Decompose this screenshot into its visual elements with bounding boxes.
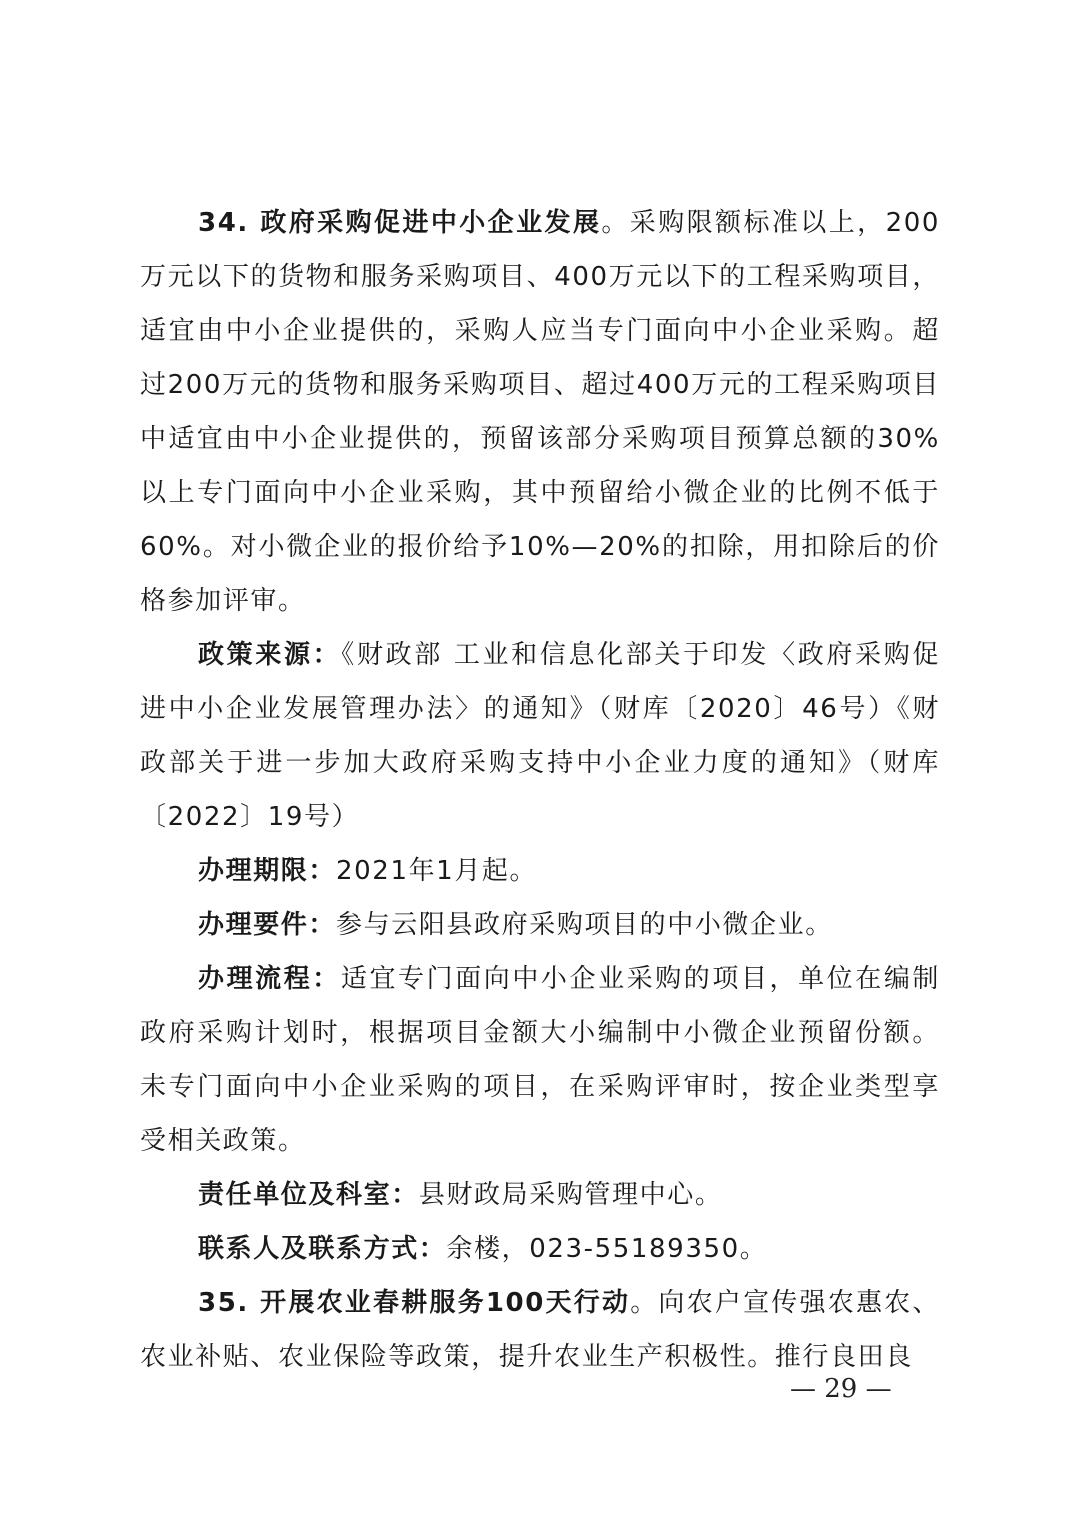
requirements-paragraph: [140, 898, 940, 952]
policy-source-paragraph: [140, 628, 940, 844]
item-35-heading: 35. 开展农业春耕服务100天行动: [198, 1288, 631, 1318]
document-body: [140, 196, 940, 1384]
process-paragraph: [140, 952, 940, 1168]
time-limit-label: 办理期限：: [198, 856, 337, 886]
item-34-heading: 34. 政府采购促进中小企业发展: [198, 208, 602, 238]
process-text: 适宜专门面向中小企业采购的项目，单位在编制政府采购计划时，根据项目金额大小编制中小微企业预留份额。未专门面向中小企业采购的项目，在采购评审时，按企业类型享受相关政策。: [140, 964, 940, 1156]
requirements-label: 办理要件：: [198, 910, 337, 940]
process-label: 办理流程：: [198, 964, 341, 994]
item-34-paragraph: [140, 196, 940, 628]
requirements-text: 参与云阳县政府采购项目的中小微企业。: [336, 910, 833, 940]
item-35-paragraph: [140, 1276, 940, 1384]
responsible-unit-label: 责任单位及科室：: [198, 1180, 419, 1210]
policy-source-text: 《财政部 工业和信息化部关于印发〈政府采购促进中小企业发展管理办法〉的通知》（财库〔2020〕46号）《财政部关于进一步加大政府采购支持中小企业力度的通知》（财库〔2022〕19号）: [140, 640, 940, 832]
responsible-unit-text: 县财政局采购管理中心。: [418, 1180, 723, 1210]
page-number: — 29 —: [790, 1374, 892, 1404]
item-35-text: 。向农户宣传强农惠农、农业补贴、农业保险等政策，提升农业生产积极性。推行良田良: [140, 1288, 940, 1372]
time-limit-text: 2021年1月起。: [336, 856, 538, 886]
item-34-text: 。采购限额标准以上，200万元以下的货物和服务采购项目、400万元以下的工程采购项目，适宜由中小企业提供的，采购人应当专门面向中小企业采购。超过200万元的货物和服务采购项目、超过400万元的工程采购项目中适宜由中小企业提供的，预留该部分采购项目预算总额的30%以上专门面向中小企业采购，其中预留给小微企业的比例不低于60%。对小微企业的报价给予10%—20%的扣除，用扣除后的价格参加评审。: [140, 208, 940, 616]
time-limit-paragraph: [140, 844, 940, 898]
contact-label: 联系人及联系方式：: [198, 1234, 447, 1264]
policy-source-label: 政策来源：: [198, 640, 342, 670]
contact-paragraph: [140, 1222, 940, 1276]
responsible-unit-paragraph: [140, 1168, 940, 1222]
contact-text: 余楼，023-55189350。: [446, 1234, 768, 1264]
